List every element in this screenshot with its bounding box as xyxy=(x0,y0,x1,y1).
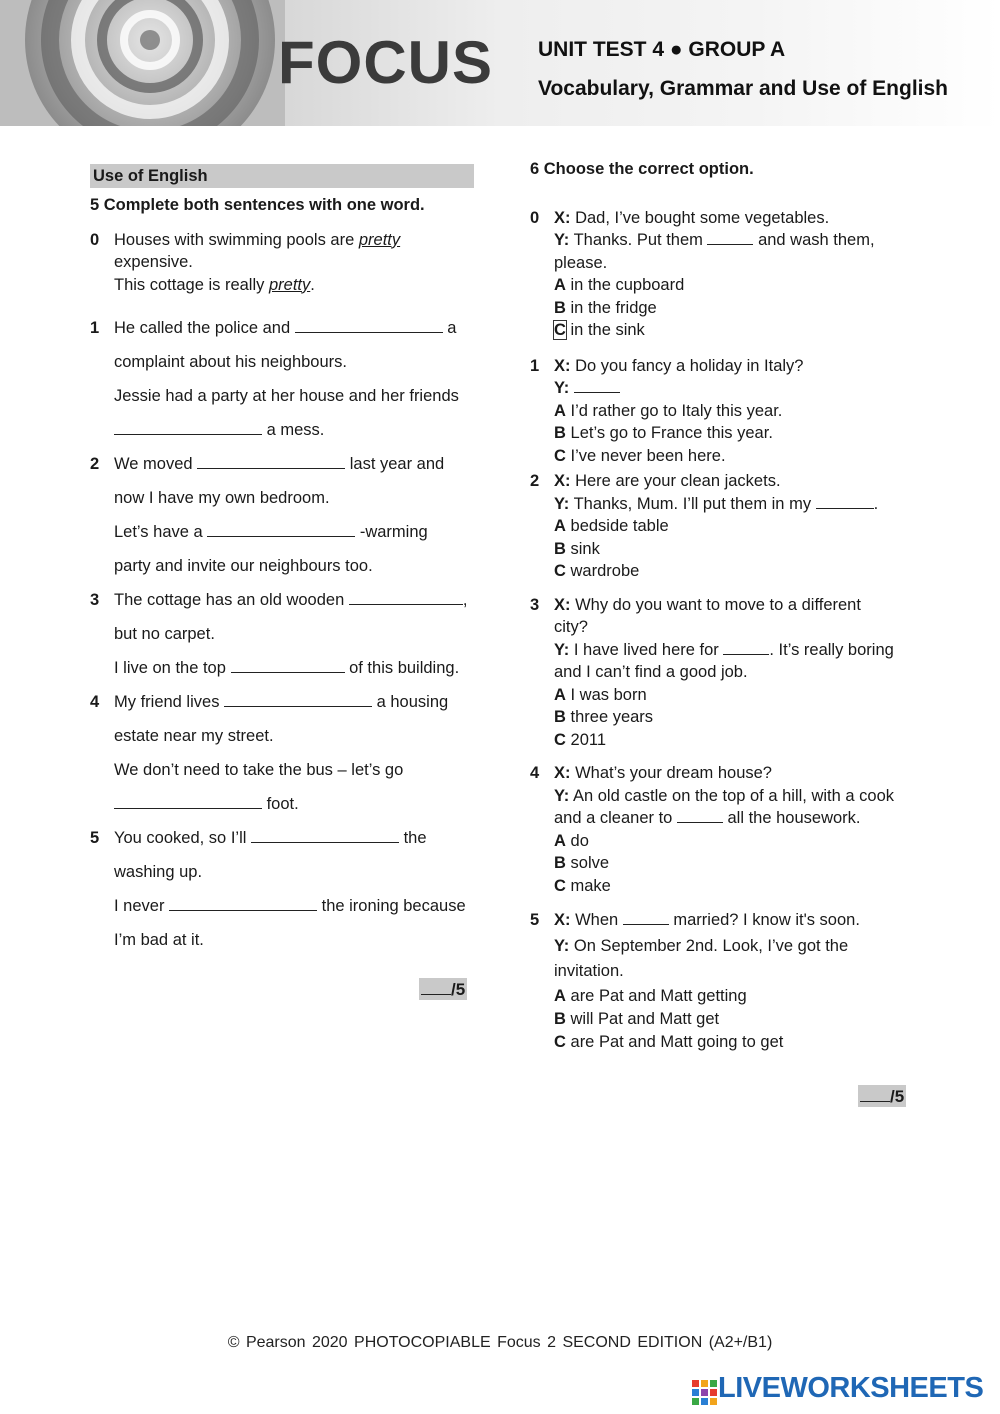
use-of-english-section xyxy=(90,164,474,957)
answer-blank[interactable] xyxy=(224,691,372,707)
unit-subtitle: Vocabulary, Grammar and Use of English xyxy=(538,77,949,100)
option-a: A in the cupboard xyxy=(554,276,685,294)
answer-blank[interactable] xyxy=(114,793,262,809)
option-a[interactable]: A bedside table xyxy=(554,517,669,535)
answer-blank[interactable] xyxy=(231,657,345,673)
option-b: B in the fridge xyxy=(554,298,657,317)
answer-blank xyxy=(623,909,669,925)
option-c-selected: C in the sink xyxy=(554,321,645,339)
list-item: 3 The cottage has an old wooden , but no carpet. I live on the top of this building. xyxy=(90,591,468,677)
list-item: 2 X: Here are your clean jackets. Y: Thanks, Mum. I’ll put them in my . A bedside table B sink C wardrobe xyxy=(530,470,920,583)
list-item: 3 X: Why do you want to move to a different city? Y: I have lived here for . It’s really boring and I can’t find a good job. A I was born B three years C 2011 xyxy=(530,594,920,752)
option-c[interactable]: C are Pat and Matt going to get xyxy=(554,1032,784,1051)
answer-blank[interactable] xyxy=(114,419,262,435)
answer-blank[interactable] xyxy=(349,589,463,605)
option-b[interactable]: B three years xyxy=(554,708,654,726)
list-item: 4 My friend lives a housing estate near my street. We don’t need to take the bus – let’s go foot. xyxy=(90,693,449,813)
option-a[interactable]: A I was born xyxy=(554,685,647,704)
list-item: 5 X: When married? I know it's soon. Y: On September 2nd. Look, I’ve got the invitation. A are Pat and Matt getting B will Pat and Matt get C are Pat and Matt going to get xyxy=(530,908,920,1054)
answer-blank xyxy=(723,639,769,655)
answer-blank xyxy=(816,493,874,509)
answer-blank[interactable] xyxy=(251,827,399,843)
brand-logo-text: FOCUS xyxy=(278,29,493,96)
list-item: 2 We moved last year and now I have my own bedroom. Let’s have a -warming party and invite our neighbours too. xyxy=(90,455,445,575)
option-b[interactable]: B Let’s go to France this year. xyxy=(554,424,773,442)
score-box-left: /5 xyxy=(419,978,467,1000)
option-a[interactable]: A do xyxy=(554,831,589,850)
liveworksheets-watermark[interactable]: LIVEWORKSHEETS xyxy=(718,1372,984,1404)
option-b[interactable]: B sink xyxy=(554,539,600,558)
list-item: 4 X: What’s your dream house? Y: An old castle on the top of a hill, with a cook and a cleaner to all the housework. A do B solve C make xyxy=(530,762,920,897)
score-box-right: /5 xyxy=(858,1085,906,1107)
option-b[interactable]: B will Pat and Matt get xyxy=(554,1009,720,1028)
example-item: 0 Houses with swimming pools are pretty expensive. This cottage is really pretty. xyxy=(90,230,401,294)
copyright-footer: © Pearson 2020 PHOTOCOPIABLE Focus 2 SECOND EDITION (A2+/B1) xyxy=(227,1334,773,1351)
option-a[interactable]: A are Pat and Matt getting xyxy=(554,986,747,1005)
answer-blank[interactable] xyxy=(169,895,317,911)
unit-title: UNIT TEST 4 ● GROUP A xyxy=(538,38,786,61)
score-blank[interactable] xyxy=(860,1085,890,1102)
example-answer: pretty xyxy=(268,275,311,294)
score-blank[interactable] xyxy=(421,978,451,995)
swirl-graphic xyxy=(0,0,285,126)
answer-blank[interactable] xyxy=(295,317,443,333)
answer-blank[interactable] xyxy=(207,521,355,537)
item-number: 0 xyxy=(90,230,100,249)
list-item: 5 You cooked, so I’ll the washing up. I never the ironing because I’m bad at it. xyxy=(90,829,466,949)
option-c[interactable]: C make xyxy=(554,876,611,895)
answer-blank xyxy=(707,229,753,245)
option-b[interactable]: B solve xyxy=(554,854,610,872)
example-answer: pretty xyxy=(358,230,401,249)
list-item: 1 X: Do you fancy a holiday in Italy? Y: A I’d rather go to Italy this year. B Let’s go to France this year. C I’ve never been here. xyxy=(530,355,920,468)
section-heading: Use of English xyxy=(90,164,474,188)
option-c[interactable]: C 2011 xyxy=(554,730,606,749)
task-5-title: 5 Complete both sentences with one word. xyxy=(90,196,425,214)
answer-blank xyxy=(574,377,620,393)
answer-blank xyxy=(677,807,723,823)
example-item: 0 X: Dad, I’ve bought some vegetables. Y: Thanks. Put them and wash them, please. A in the cupboard B in the fridge C in the sink xyxy=(530,207,920,342)
page-header xyxy=(0,0,1000,126)
task-6-section xyxy=(530,158,920,1054)
option-c[interactable]: C I’ve never been here. xyxy=(554,446,726,465)
list-item: 1 He called the police and a complaint about his neighbours. Jessie had a party at her house and her friends a mess. xyxy=(90,319,459,439)
option-c[interactable]: C wardrobe xyxy=(554,562,640,580)
answer-blank[interactable] xyxy=(197,453,345,469)
task-6-title: 6 Choose the correct option. xyxy=(530,160,754,178)
option-a[interactable]: A I’d rather go to Italy this year. xyxy=(554,401,783,420)
